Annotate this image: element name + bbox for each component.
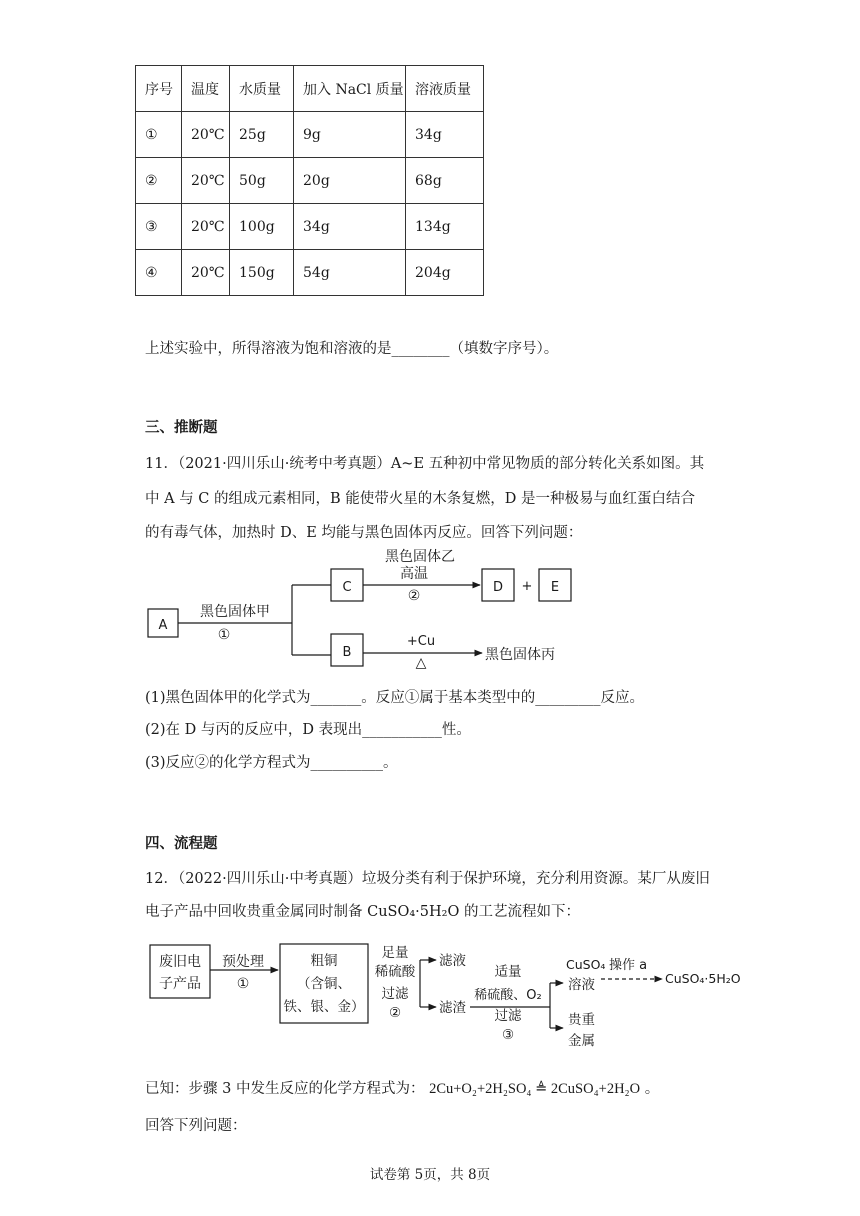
table-cell: 20℃ — [182, 250, 230, 296]
step-1-label: ① — [236, 976, 250, 992]
chemical-equation: 2Cu+O₂+2H₂SO₄ ≜ 2CuSO₄+2H₂O — [429, 1081, 641, 1097]
table-cell: 34g — [406, 112, 484, 158]
label-high-temp: 高温 — [400, 566, 428, 582]
label-plus-cu: +Cu — [406, 634, 436, 649]
page-footer: 试卷第 5页，共 8页 — [369, 1167, 491, 1183]
section-heading-flow: 四、流程题 — [145, 835, 218, 852]
table-cell: 50g — [230, 158, 294, 204]
label-step-1: ① — [217, 627, 231, 643]
table-cell: 204g — [406, 250, 484, 296]
step-2-label: ② — [388, 1005, 402, 1021]
table-header-cell: 水质量 — [230, 66, 294, 112]
label-step-2: ② — [407, 588, 421, 604]
table-header-cell: 序号 — [136, 66, 182, 112]
crude-copper-label: 铁、银、金） — [283, 999, 365, 1015]
precious-metal-label: 金属 — [568, 1033, 595, 1049]
table-cell: ④ — [136, 250, 182, 296]
acid-1-name: 稀硫酸 — [374, 964, 416, 980]
acid-1-amount: 足量 — [381, 945, 409, 961]
crude-copper-label: （含铜、 — [297, 976, 351, 992]
product-label: CuSO₄·5H₂O — [665, 971, 741, 986]
table-cell: 54g — [294, 250, 406, 296]
pretreatment-label: 预处理 — [222, 954, 264, 970]
filtrate-label: 滤液 — [439, 953, 466, 969]
table-cell: 20℃ — [182, 158, 230, 204]
plus-sign: + — [521, 579, 533, 594]
q11-text-line: 11．（2021·四川乐山·统考中考真题）A~E 五种初中常见物质的部分转化关系如图。其 — [145, 456, 705, 472]
table-cell: 134g — [406, 204, 484, 250]
filter-1-label: 过滤 — [381, 986, 409, 1002]
known-info — [145, 1077, 659, 1098]
table-header-cell: 加入 NaCl 质量 — [294, 66, 406, 112]
box-d-label: D — [492, 580, 504, 595]
table-cell: 34g — [294, 204, 406, 250]
q11-text-line: 的有毒气体，加热时 D、E 均能与黑色固体丙反应。回答下列问题： — [145, 525, 583, 541]
table-header-cell: 溶液质量 — [406, 66, 484, 112]
table-header-cell: 温度 — [182, 66, 230, 112]
q11-text-line: 中 A 与 C 的组成元素相同，B 能使带火星的木条复燃，D 是一种极易与血红蛋白结合 — [145, 491, 695, 507]
q12-text-line: 电子产品中回收贵重金属同时制备 CuSO₄·5H₂O 的工艺流程如下： — [145, 904, 580, 920]
filter-2-label: 过滤 — [494, 1008, 522, 1024]
step-3-label: ③ — [501, 1027, 515, 1043]
answer-prompt: 回答下列问题： — [145, 1118, 247, 1134]
box-a-label: A — [158, 618, 168, 633]
acid-2-amount: 适量 — [494, 964, 522, 980]
acid-2-reagents: 稀硫酸、O₂ — [474, 988, 542, 1003]
q10-question-text: 上述实验中，所得溶液为饱和溶液的是________（填数字序号）。 — [145, 341, 559, 357]
crude-copper-label: 粗铜 — [310, 953, 338, 969]
q11-sub1: (1)黑色固体甲的化学式为_______。反应①属于基本类型中的_________反应。 — [145, 690, 645, 706]
box-e-label: E — [550, 580, 560, 595]
box-c-label: C — [342, 580, 352, 595]
table-cell: 20g — [294, 158, 406, 204]
known-prefix: 已知：步骤 3 中发生反应的化学方程式为： — [145, 1081, 425, 1097]
box-b-label: B — [342, 645, 352, 660]
waste-electronics-label: 子产品 — [159, 976, 201, 992]
table-cell: 20℃ — [182, 112, 230, 158]
table-cell: 100g — [230, 204, 294, 250]
precious-metal-label: 贵重 — [568, 1012, 595, 1028]
table-cell: 9g — [294, 112, 406, 158]
operation-a-label: 操作 a — [609, 958, 648, 973]
label-heat: △ — [415, 655, 427, 671]
label-black-solid-bing: 黑色固体丙 — [485, 647, 555, 663]
q11-sub2: (2)在 D 与丙的反应中，D 表现出___________性。 — [145, 722, 471, 738]
solution-label: 溶液 — [568, 977, 595, 993]
known-suffix: 。 — [644, 1081, 660, 1097]
table-cell: ① — [136, 112, 182, 158]
label-black-solid-yi: 黑色固体乙 — [385, 549, 455, 565]
q12-text-line: 12．（2022·四川乐山·中考真题）垃圾分类有利于保护环境，充分利用资源。某厂从废旧 — [145, 871, 710, 887]
cuso4-label: CuSO₄ — [566, 957, 606, 972]
label-black-solid-jia: 黑色固体甲 — [200, 604, 270, 620]
residue-label: 滤渣 — [439, 1000, 466, 1016]
table-cell: 68g — [406, 158, 484, 204]
table-cell: ③ — [136, 204, 182, 250]
q11-sub3: (3)反应②的化学方程式为__________。 — [145, 755, 398, 771]
waste-electronics-label: 废旧电 — [159, 954, 201, 970]
table-cell: 20℃ — [182, 204, 230, 250]
table-cell: 25g — [230, 112, 294, 158]
table-cell: 150g — [230, 250, 294, 296]
section-heading-inference: 三、推断题 — [145, 419, 218, 436]
table-cell: ② — [136, 158, 182, 204]
